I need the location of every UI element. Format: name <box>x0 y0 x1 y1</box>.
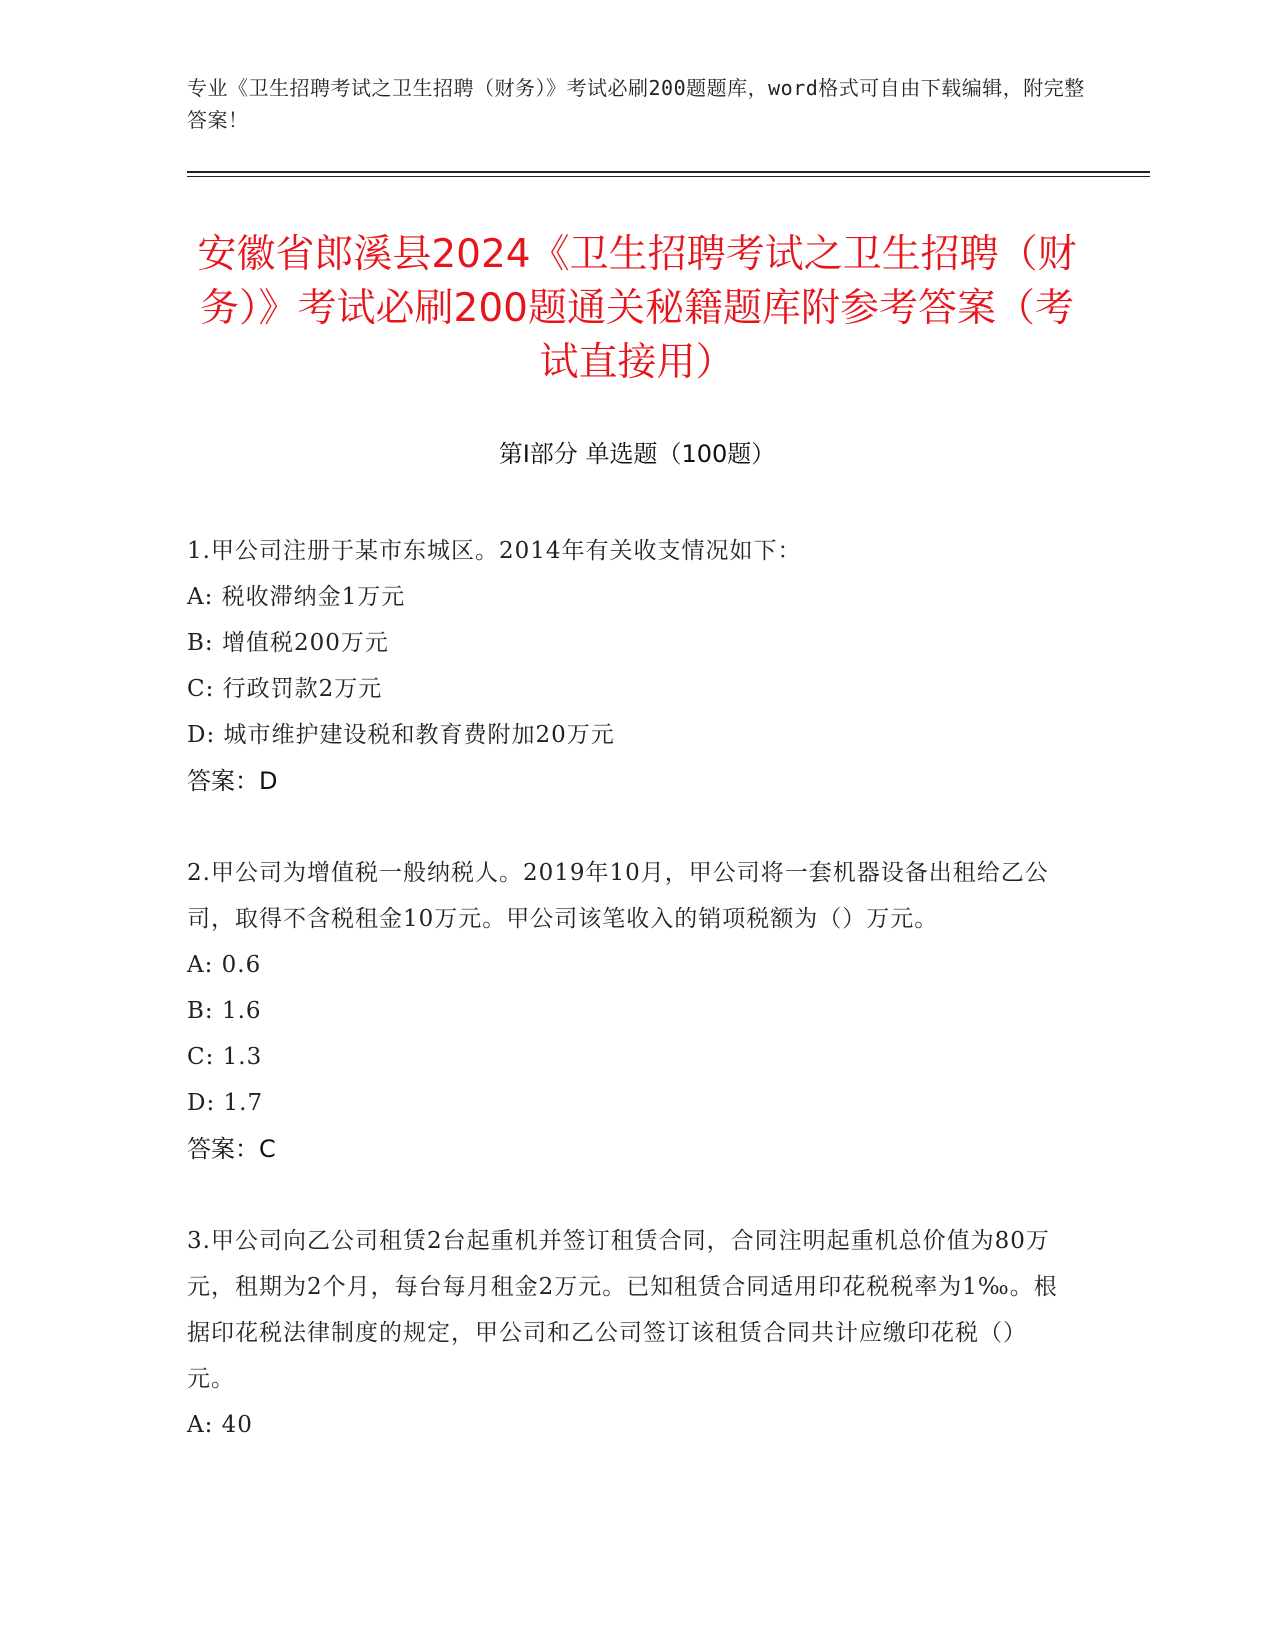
option-c: C: 行政罚款2万元 <box>187 676 383 702</box>
header-divider-thin <box>187 176 1150 177</box>
document-title: 安徽省郎溪县2024《卫生招聘考试之卫生招聘（财务）》考试必刷200题通关秘籍题库附参考答案（考试直接用） <box>197 232 1077 385</box>
header-note: 专业《卫生招聘考试之卫生招聘（财务）》考试必刷200题题库，word格式可自由下载编辑，附完整答案！ <box>187 76 1085 132</box>
option-a: A: 税收滞纳金1万元 <box>187 584 406 610</box>
question-stem: 2.甲公司为增值税一般纳税人。2019年10月，甲公司将一套机器设备出租给乙公司，取得不含税租金10万元。甲公司该笔收入的销项税额为（）万元。 <box>187 860 1049 932</box>
option-b: B: 1.6 <box>187 998 262 1024</box>
answer: 答案：D <box>187 767 278 795</box>
option-b: B: 增值税200万元 <box>187 630 389 656</box>
question-list <box>187 528 1072 1494</box>
header-divider-thick <box>187 171 1150 173</box>
question-stem: 3.甲公司向乙公司租赁2台起重机并签订租赁合同，合同注明起重机总价值为80万元，租期为2个月，每台每月租金2万元。已知租赁合同适用印花税税率为1‰。根据印花税法律制度的规定，甲公司和乙公司签订该租赁合同共计应缴印花税（）元。 <box>187 1228 1058 1392</box>
option-d: D: 城市维护建设税和教育费附加20万元 <box>187 722 615 748</box>
question-2 <box>187 850 1072 1172</box>
answer: 答案：C <box>187 1135 276 1163</box>
question-stem: 1.甲公司注册于某市东城区。2014年有关收支情况如下： <box>187 538 802 564</box>
option-d: D: 1.7 <box>187 1090 264 1116</box>
option-c: C: 1.3 <box>187 1044 263 1070</box>
question-1 <box>187 528 1072 804</box>
section-heading: 第Ⅰ部分 单选题（100题） <box>498 440 776 468</box>
option-a: A: 0.6 <box>187 952 262 978</box>
option-a: A: 40 <box>187 1412 253 1438</box>
question-3 <box>187 1218 1072 1448</box>
